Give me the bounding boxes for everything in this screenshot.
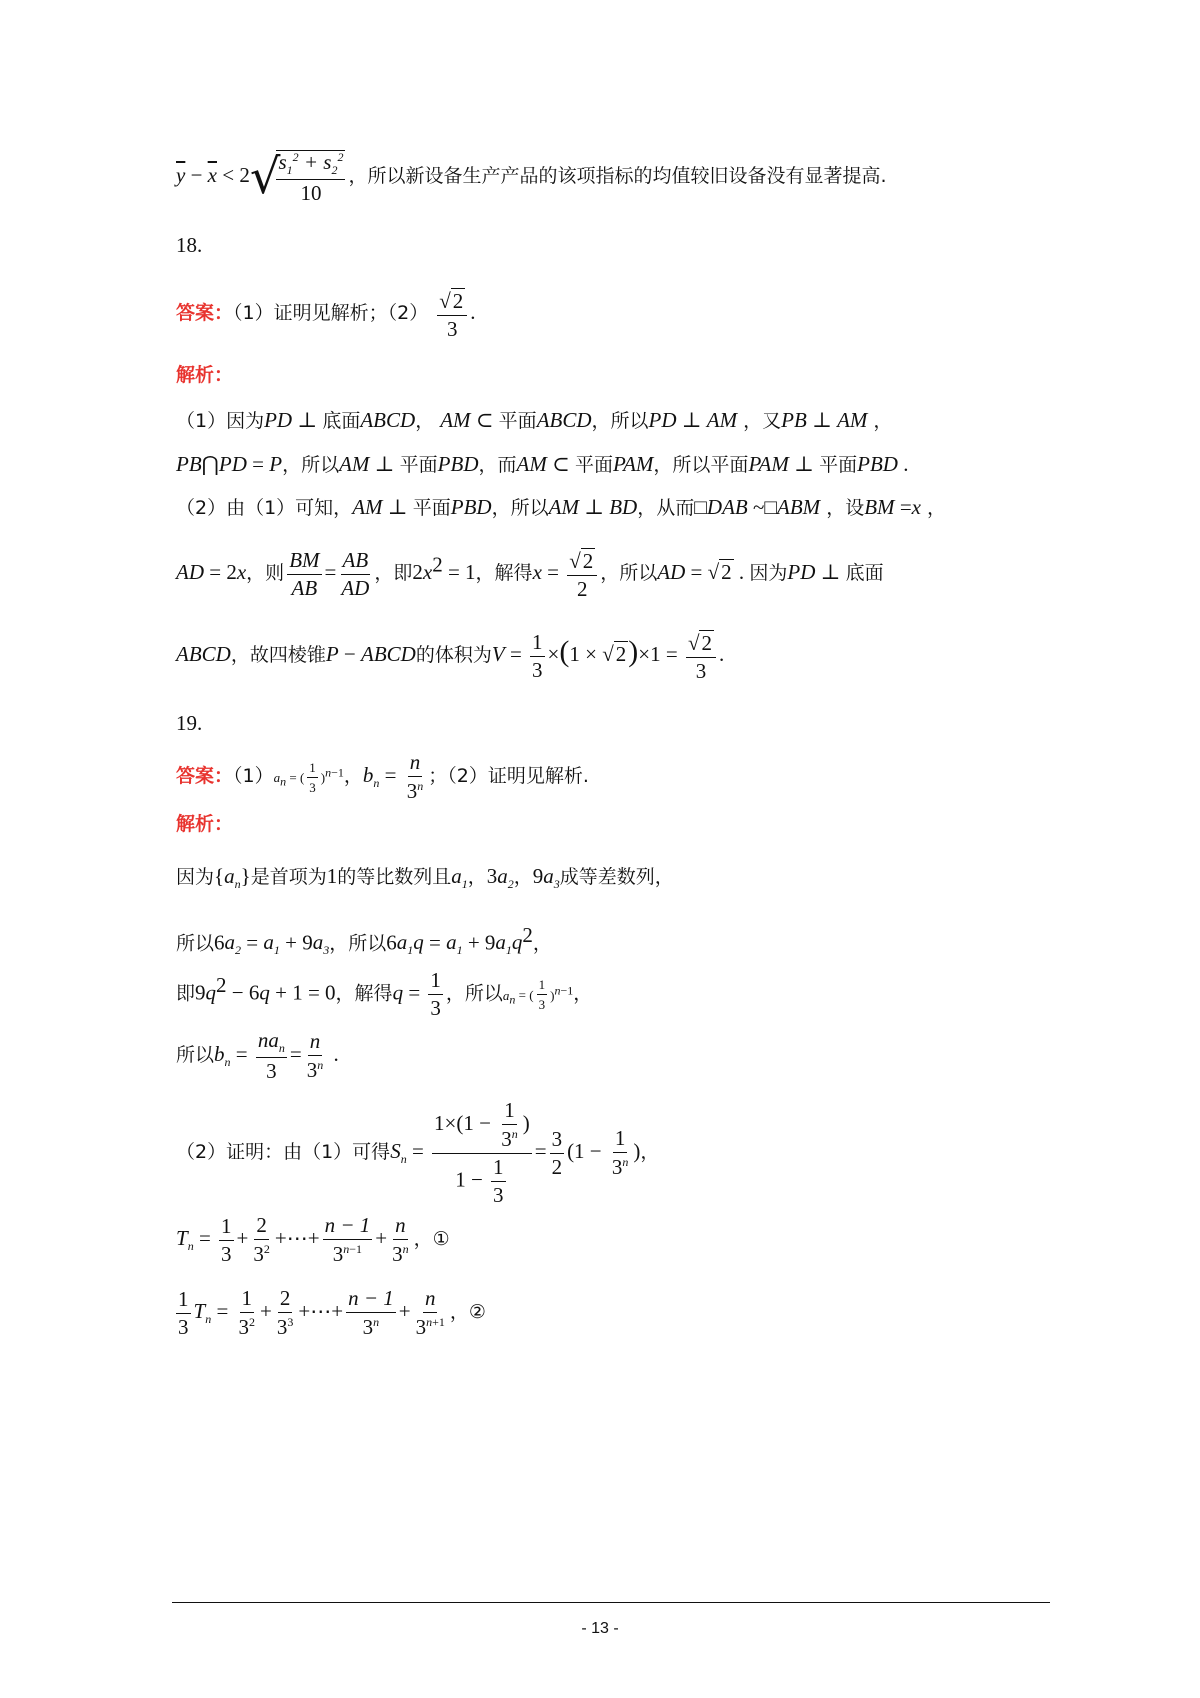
q18-line-3: （2）由（1）可知，AM ⊥ 平面PBD，所以AM ⊥ BD，从而□DAB ~□ABM ，设BM =x ， [176, 495, 947, 519]
q18-line-1: （1）因为PD ⊥ 底面ABCD， AM ⊂ 平面ABCD，所以PD ⊥ AM ，又PB ⊥ AM ， [176, 408, 893, 432]
q19-line-5: （2）证明：由（1）可得$S_n$ = 1×(1 − $\frac{1}{3^n}$ ) 1 − $\frac{1}{3}$ = $\frac{3}{2}$ (1 − $\frac{1}{3^n}$ )， [176, 1098, 660, 1207]
question-number-18: 18. [176, 233, 203, 257]
q19-line-1: 因为$\{a_n\}$是首项为1的等比数列且$a_1$，$3a_2$，$9a_3$成等差数列， [176, 864, 674, 892]
conclusion-text: ，所以新设备生产产品的该项指标的均值较旧设备没有显著提高. [348, 165, 887, 188]
q18-line-5: ABCD，故四棱锥P − ABCD的体积为V = $\frac{1}{3}$ ×(1 × √2)×1 = $\frac{√2}{3}$ . [176, 629, 725, 683]
q19-answer-line: 答案：$(1)a_n$ = ( $\frac{1}{3}$ )$^{n-1}$，$b_n$ = $\frac{n}{3^n}$ ；（2）证明见解析. [176, 750, 589, 803]
question-number-19: 19. [176, 711, 203, 735]
q18-line-2: PB⋂PD = P，所以AM ⊥ 平面PBD，而AM ⊂ 平面PAM，所以平面PAM ⊥ 平面PBD . [176, 452, 909, 476]
footer-rule [172, 1602, 1050, 1603]
analysis-label: 解析： [176, 813, 234, 835]
q19-line-2: 所以$6a_2 = a_1 + 9a_3$，所以$6a_1q = a_1 + 9a_1q^2$， [176, 923, 552, 958]
q18-line-4: AD = 2x，则 $\frac{BM}{AB}$ = $\frac{AB}{AD}$ ，即$2x^2 = 1$，解得x = $\frac{√2}{2}$ ，所以AD = √2 . 因为PD ⊥ 底面 [176, 547, 884, 601]
answer-text: （1）证明见解析；（2） [233, 302, 429, 324]
q19-line-4: 所以$b_n$ = $\frac{na_n}{3}$ = $\frac{n}{3^n}$ . [176, 1028, 339, 1084]
answer-label: 答案： [176, 302, 234, 324]
answer-label: 答案： [176, 765, 234, 787]
conclusion-line: $\overline{y} - \overline{x} < 2√$ $\frac{s_1^2 + s_2^2}{10}$ ，所以新设备生产产品的该项指标的均值较旧设备没有显著提高. [176, 149, 887, 206]
q18-answer-line: 答案：（1）证明见解析；（2） $\frac{√2}{3}$ . [176, 289, 476, 341]
page-number: - 13 - [581, 1620, 619, 1637]
q19-line-7: $\frac{1}{3}$ $T_n$ = $\frac{1}{3^2}$ + $\frac{2}{3^3}$ +⋯+ $\frac{n - 1}{3^n}$ + $\frac{n}{3^{n+1}}$ ，② [178, 1286, 486, 1339]
q19-line-3: 即$9q^2 - 6q + 1 = 0$，解得q = $\frac{1}{3}$ ，所以$a_n$ = ( $\frac{1}{3}$ )$^{n-1}$， [176, 968, 593, 1020]
analysis-label: 解析： [176, 364, 234, 386]
q19-line-6: $T_n$ = $\frac{1}{3}$ + $\frac{2}{3^2}$ +⋯+ $\frac{n - 1}{3^{n-1}}$ + $\frac{n}{3^n}$ ，① [176, 1213, 450, 1266]
